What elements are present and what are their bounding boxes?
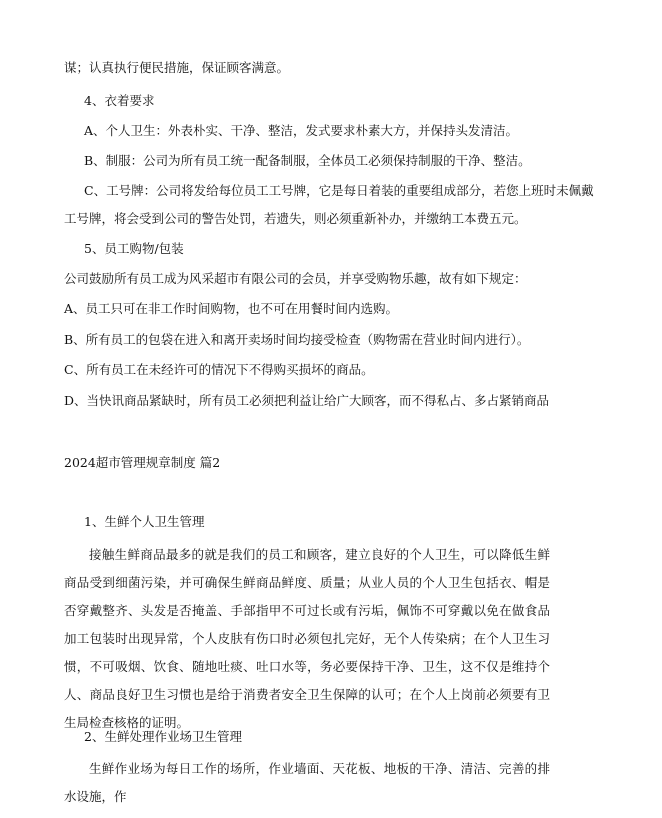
text-line: A、个人卫生：外表朴实、干净、整洁，发式要求朴素大方，并保持头发清洁。	[84, 123, 519, 138]
text-line: C、工号牌：公司将发给每位员工工号牌，它是每日着装的重要组成部分，若您上班时未佩戴	[84, 183, 594, 198]
paragraph-personal-hygiene: 接触生鲜商品最多的就是我们的员工和顾客，建立良好的个人卫生，可以降低生鲜商品受到细菌污染，并可确保生鲜商品鲜度、质量；从业人员的个人卫生包括衣、帽是否穿戴整齐、头发是否掩盖、手部指甲不可过长或有污垢，佩饰不可穿戴以免在做食品加工包装时出现异常，个人皮肤有伤口时必须包扎完好，无个人传染病；在个人卫生习惯，不可吸烟、饮食、随地吐痰、吐口水等，务必要保持干净、卫生，这不仅是维持个人、商品良好卫生习惯也是给于消费者安全卫生保障的认可；在个人上岗前必须要有卫生局检查核格的证明。	[64, 547, 550, 730]
section-heading-dress: 4、衣着要求	[84, 93, 155, 108]
text-line: C、所有员工在未经许可的情况下不得购买损坏的商品。	[64, 362, 374, 377]
section-heading-shopping: 5、员工购物/包装	[84, 241, 184, 256]
text-line: D、当快讯商品紧缺时，所有员工必须把利益让给广大顾客，而不得私占、多占紧销商品	[64, 393, 550, 408]
text-line: 公司鼓励所有员工成为风采超市有限公司的会员，并享受购物乐趣，故有如下规定：	[64, 271, 527, 286]
text-line: B、所有员工的包袋在进入和离开卖场时间均接受检查（购物需在营业时间内进行）。	[64, 332, 530, 347]
section-heading-workplace-hygiene: 2、生鲜处理作业场卫生管理	[84, 729, 242, 744]
text-line: 谋；认真执行便民措施，保证顾客满意。	[64, 60, 290, 75]
paragraph-workplace-hygiene: 生鲜作业场为每日工作的场所，作业墙面、天花板、地板的干净、清洁、完善的排水设施，作	[64, 761, 550, 804]
section-title: 2024超市管理规章制度 篇2	[64, 455, 221, 470]
text-line: A、员工只可在非工作时间购物，也不可在用餐时间内选购。	[64, 301, 399, 316]
section-heading-personal-hygiene: 1、生鲜个人卫生管理	[84, 514, 205, 529]
text-line: 工号牌，将会受到公司的警告处罚，若遗失，则必须重新补办，并缴纳工本费五元。	[64, 211, 527, 226]
text-line: B、制服：公司为所有员工统一配备制服，全体员工必须保持制服的干净、整洁。	[84, 153, 531, 168]
